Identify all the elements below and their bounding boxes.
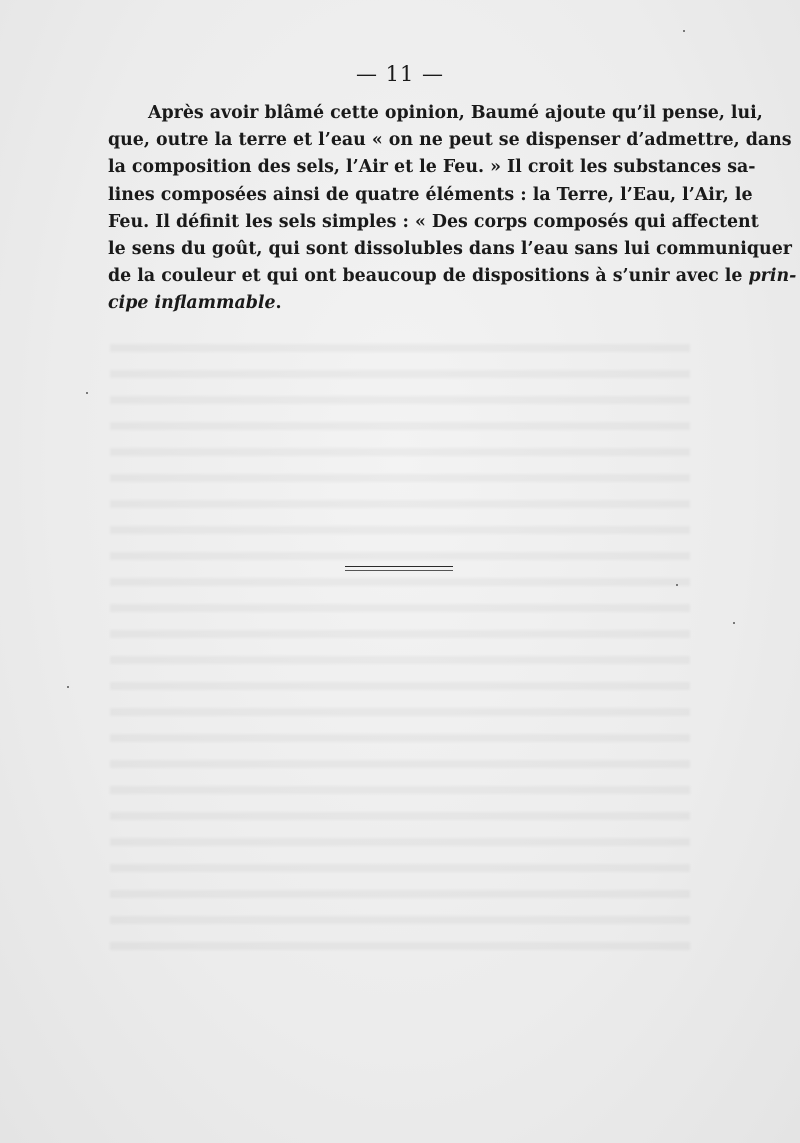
- paragraph-line: la composition des sels, l’Air et le Feu. » Il croit les substances sa-: [108, 157, 756, 178]
- section-divider: [345, 566, 453, 571]
- italic-term: cipe inflammable: [108, 293, 276, 314]
- paper-speck: [683, 30, 685, 32]
- paragraph-line: le sens du goût, qui sont dissolubles dans l’eau sans lui communiquer: [108, 239, 792, 260]
- paragraph-line-text: de la couleur et qui ont beaucoup de dispositions à s’unir avec le: [108, 266, 743, 287]
- paper-speck: [67, 686, 69, 688]
- bleed-through-text: [110, 330, 690, 950]
- paragraph-line: que, outre la terre et l’eau « on ne peut se dispenser d’admettre, dans: [108, 130, 792, 151]
- paper-speck: [676, 584, 678, 586]
- sentence-end: .: [275, 293, 282, 314]
- body-paragraph: [108, 100, 797, 318]
- paragraph-line: Après avoir blâmé cette opinion, Baumé ajoute qu’il pense, lui,: [148, 103, 763, 123]
- paper-speck: [86, 392, 88, 394]
- paragraph-line: [108, 263, 797, 290]
- paper-speck: [733, 622, 735, 624]
- italic-term-start: prin-: [748, 266, 797, 287]
- paragraph-line: Feu. Il définit les sels simples : « Des corps composés qui affectent: [108, 211, 759, 232]
- paragraph-line: lines composées ainsi de quatre éléments : la Terre, l’Eau, l’Air, le: [108, 184, 753, 205]
- page-number: — 11 —: [355, 62, 445, 86]
- paragraph-line: [108, 290, 696, 317]
